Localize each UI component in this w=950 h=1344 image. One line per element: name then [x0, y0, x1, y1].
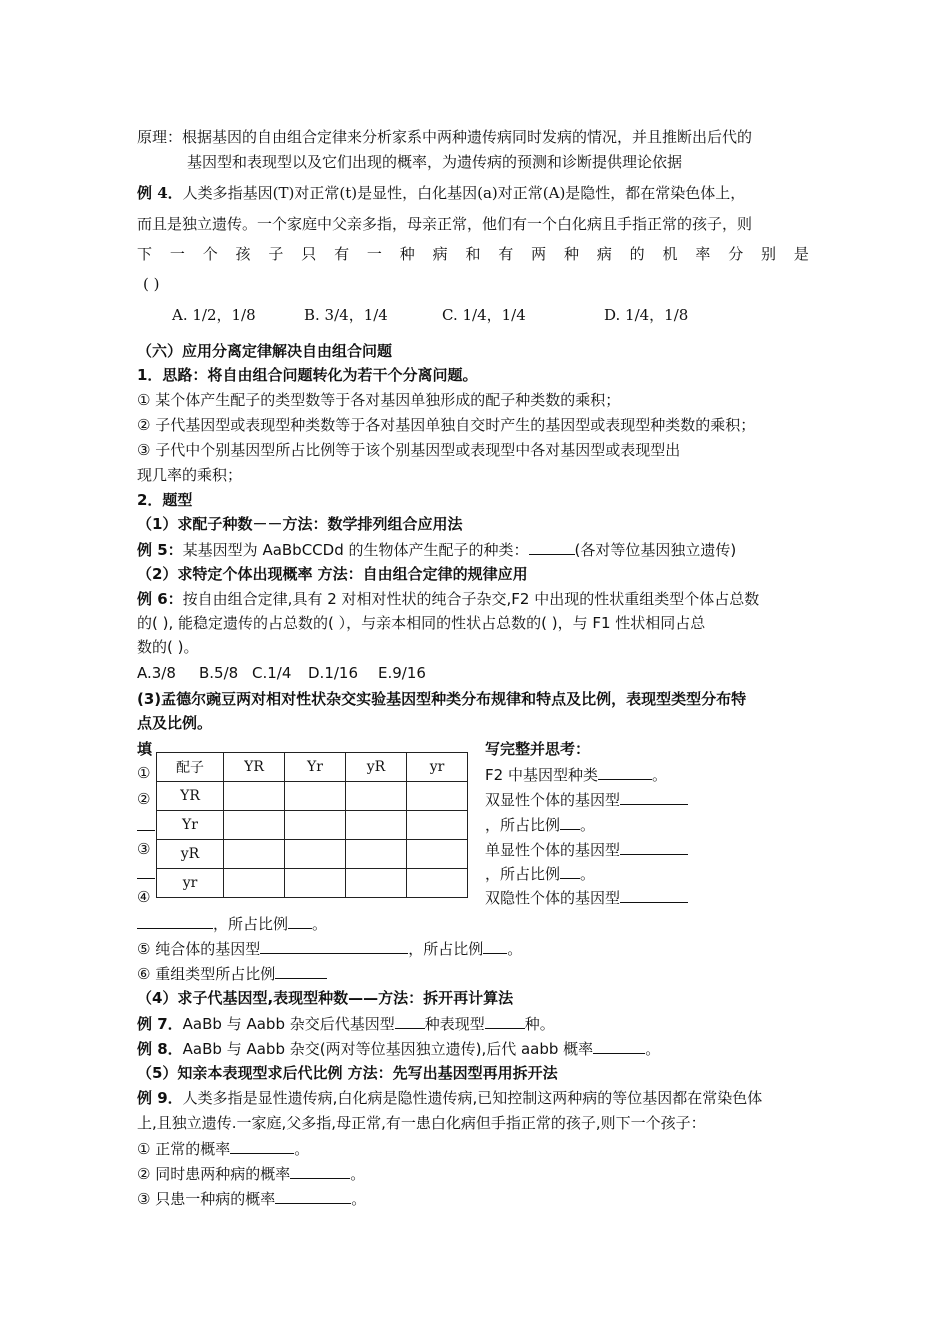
q2-options — [137, 662, 817, 684]
table-cell[interactable] — [224, 782, 285, 811]
q1-label: 例 5： — [137, 541, 183, 559]
ex8-blank[interactable] — [593, 1037, 645, 1054]
ex8-label: 例 8． — [137, 1040, 183, 1058]
q3-r2-blank[interactable] — [620, 788, 688, 805]
period: 。 — [312, 915, 328, 933]
table-cell[interactable] — [407, 869, 468, 898]
q3-r7-blank-2[interactable] — [288, 912, 312, 929]
ex4-char: 一 — [169, 245, 185, 263]
ex4-label: 例 4． — [137, 184, 183, 202]
ex4-char: 和 — [465, 245, 481, 263]
ex7-label: 例 7． — [137, 1015, 183, 1033]
q3-r7-label: ，所占比例 — [213, 915, 289, 933]
q3-r1 — [485, 763, 667, 786]
q3-title-1: (3)孟德尔豌豆两对相对性状杂交实验基因型种类分布规律和特点及比例，表现型类型分布特 — [137, 690, 747, 708]
q2-label: 例 6： — [137, 590, 183, 608]
ex4-char: 的 — [629, 245, 645, 263]
gamete-table — [156, 752, 468, 898]
sec6-point-3a: ③ 子代中个别基因型所占比例等于该个别基因型或表现型中各对基因型或表现型出 — [137, 441, 681, 459]
period: 。 — [507, 940, 523, 958]
ex8-text-a: AaBb 与 Aabb 杂交(两对等位基因独立遗传),后代 aabb 概率 — [182, 1040, 594, 1058]
q3-p6-blank[interactable] — [275, 962, 327, 979]
q3-r4 — [485, 838, 688, 861]
q5-a2-label: ② 同时患两种病的概率 — [137, 1165, 291, 1183]
sec6-idea: 1．思路：将自由组合问题转化为若干个分离问题。 — [137, 366, 478, 384]
q1-text: 某基因型为 AaBbCCDd 的生物体产生配子的种类： — [182, 541, 529, 559]
table-header-cell: YR — [224, 753, 285, 782]
sec6-title: （六）应用分离定律解决自由组合问题 — [137, 342, 393, 360]
q5-answer-3 — [137, 1187, 817, 1210]
q2-line-3: 数的( )。 — [137, 638, 199, 656]
ex4-char: 个 — [202, 245, 218, 263]
table-header-cell: Yr — [285, 753, 346, 782]
period: 。 — [350, 1165, 366, 1183]
q1-blank[interactable] — [529, 538, 575, 555]
principle-line-2: 基因型和表现型以及它们出现的概率，为遗传病的预测和诊断提供理论依据 — [187, 153, 683, 171]
q3-right-title: 写完整并思考： — [485, 740, 591, 758]
q3-short-blank-1[interactable] — [137, 814, 155, 837]
table-cell[interactable] — [346, 782, 407, 811]
ex4-char: 子 — [268, 245, 284, 263]
period: 。 — [580, 816, 596, 834]
q5-a1-blank[interactable] — [230, 1137, 294, 1154]
q1-suffix: (各对等位基因独立遗传) — [574, 541, 737, 559]
q3-r1-blank[interactable] — [598, 763, 652, 780]
table-row — [157, 782, 468, 811]
q2-text-1: 按自由组合定律,具有 2 对相对性状的纯合子杂交,F2 中出现的性状重组类型个体占总数 — [182, 590, 760, 608]
ex4-text-1: 人类多指基因(T)对正常(t)是显性，白化基因(a)对正常(A)是隐性，都在常染色体上， — [182, 184, 746, 202]
table-row-header: Yr — [157, 811, 224, 840]
q5-line-1 — [137, 1087, 817, 1109]
q3-title-2: 点及比例。 — [137, 714, 213, 732]
q3-r7 — [137, 912, 817, 935]
q3-circle-1: ① — [137, 764, 151, 782]
q5-a2-blank[interactable] — [290, 1162, 350, 1179]
q2-option-b: B.5/8 — [199, 664, 239, 682]
table-row-header: yR — [157, 840, 224, 869]
q2-option-e: E.9/16 — [378, 664, 426, 682]
q4-ex7 — [137, 1012, 817, 1035]
q1-example — [137, 538, 817, 561]
q3-p6-label: ⑥ 重组类型所占比例 — [137, 965, 276, 983]
ex7-blank-2[interactable] — [485, 1012, 525, 1029]
ex4-char: 别 — [761, 245, 777, 263]
ex4-char: 一 — [366, 245, 382, 263]
q5-answer-2 — [137, 1162, 817, 1185]
ex4-options — [172, 304, 852, 326]
ex4-char: 有 — [334, 245, 350, 263]
q3-r5-blank[interactable] — [560, 862, 580, 879]
ex4-option-d: D. 1/4，1/8 — [604, 306, 689, 324]
period: 。 — [294, 1140, 310, 1158]
table-cell[interactable] — [285, 840, 346, 869]
ex4-char: 种 — [563, 245, 579, 263]
ex4-char: 机 — [662, 245, 678, 263]
ex7-blank-1[interactable] — [395, 1012, 425, 1029]
q3-short-blank-2[interactable] — [137, 862, 155, 885]
ex4-char: 两 — [531, 245, 547, 263]
ex4-char: 有 — [498, 245, 514, 263]
q3-r6-label: 双隐性个体的基因型 — [485, 889, 621, 907]
q5-a3-label: ③ 只患一种病的概率 — [137, 1190, 276, 1208]
q5-a3-blank[interactable] — [275, 1187, 351, 1204]
period: 。 — [651, 766, 667, 784]
q2-title: （2）求特定个体出现概率 方法：自由组合定律的规律应用 — [137, 565, 528, 583]
sec6-types: 2．题型 — [137, 491, 193, 509]
q3-r6 — [485, 886, 688, 909]
table-row-header: YR — [157, 782, 224, 811]
q3-circle-2: ② — [137, 790, 151, 808]
sec6-point-1: ① 某个体产生配子的类型数等于各对基因单独形成的配子种类数的乘积； — [137, 391, 621, 409]
q3-circle-3: ③ — [137, 840, 151, 858]
q5-a1-label: ① 正常的概率 — [137, 1140, 231, 1158]
table-cell[interactable] — [224, 869, 285, 898]
ex4-line-3 — [137, 243, 809, 265]
table-cell[interactable] — [285, 869, 346, 898]
ex4-char: 是 — [793, 245, 809, 263]
q5-title: （5）知亲本表现型求后代比例 方法：先写出基因型再用拆开法 — [137, 1064, 558, 1082]
q3-p5-blank-1[interactable] — [260, 937, 408, 954]
ex4-char: 只 — [301, 245, 317, 263]
q3-p5-label: ⑤ 纯合体的基因型 — [137, 940, 261, 958]
ex4-char: 下 — [137, 245, 153, 263]
q3-p5 — [137, 937, 817, 960]
table-row — [157, 869, 468, 898]
ex4-option-a: A. 1/2，1/8 — [172, 306, 256, 324]
q4-title: （4）求子代基因型,表现型种数——方法：拆开再计算法 — [137, 989, 514, 1007]
ex4-line-1 — [137, 182, 817, 204]
ex4-char: 分 — [728, 245, 744, 263]
ex7-text-c: 种。 — [524, 1015, 555, 1033]
q3-r7-blank-1[interactable] — [137, 912, 213, 929]
table-header-cell: 配子 — [157, 753, 224, 782]
q3-r3-label: ，所占比例 — [485, 816, 561, 834]
ex9-label: 例 9． — [137, 1089, 183, 1107]
table-cell[interactable] — [407, 811, 468, 840]
q3-r6-blank[interactable] — [620, 886, 688, 903]
ex7-text-b: 种表现型 — [424, 1015, 485, 1033]
q2-line-2: 的( ), 能稳定遗传的占总数的( ），与亲本相同的性状占总数的( )，与 F1 性状相同占总 — [137, 614, 706, 632]
table-cell[interactable] — [346, 840, 407, 869]
ex4-char: 孩 — [235, 245, 251, 263]
q3-r3-blank[interactable] — [560, 813, 580, 830]
table-cell[interactable] — [407, 782, 468, 811]
ex4-option-c: C. 1/4，1/4 — [442, 306, 526, 324]
sec6-point-3b: 现几率的乘积； — [137, 466, 243, 484]
principle-line-1: 原理：根据基因的自由组合定律来分析家系中两种遗传病同时发病的情况，并且推断出后代的 — [137, 128, 753, 146]
q1-title: （1）求配子种数－－方法：数学排列组合应用法 — [137, 515, 463, 533]
q3-p5-blank-2[interactable] — [483, 937, 507, 954]
q3-circle-4: ④ — [137, 888, 151, 906]
table-cell[interactable] — [346, 811, 407, 840]
table-row — [157, 840, 468, 869]
sec6-point-2: ② 子代基因型或表现型种类数等于各对基因单独自交时产生的基因型或表现型种类数的乘积； — [137, 416, 756, 434]
table-cell[interactable] — [285, 782, 346, 811]
table-cell[interactable] — [346, 869, 407, 898]
ex4-line-2: 而且是独立遗传。一个家庭中父亲多指，母亲正常，他们有一个白化病且手指正常的孩子，则 — [137, 215, 753, 233]
q5-answer-1 — [137, 1137, 817, 1160]
ex4-option-b: B. 3/4，1/4 — [304, 306, 388, 324]
q2-option-c: C.1/4 — [252, 664, 292, 682]
table-row — [157, 811, 468, 840]
table-cell[interactable] — [407, 840, 468, 869]
q3-r4-blank[interactable] — [620, 838, 688, 855]
q3-p6 — [137, 962, 817, 985]
q3-r5 — [485, 862, 595, 885]
ex4-char: 率 — [695, 245, 711, 263]
q3-p5b-label: ，所占比例 — [408, 940, 484, 958]
q2-option-d: D.1/16 — [308, 664, 359, 682]
q3-fill-label: 填 — [137, 740, 153, 758]
ex9-text-1: 人类多指是显性遗传病,白化病是隐性遗传病,已知控制这两种病的等位基因都在常染色体 — [182, 1089, 763, 1107]
table-cell[interactable] — [224, 840, 285, 869]
table-cell[interactable] — [224, 811, 285, 840]
period: 。 — [580, 865, 596, 883]
table-header-cell: yr — [407, 753, 468, 782]
ex4-char: 种 — [399, 245, 415, 263]
ex7-text-a: AaBb 与 Aabb 杂交后代基因型 — [182, 1015, 395, 1033]
table-cell[interactable] — [285, 811, 346, 840]
q3-r2 — [485, 788, 688, 811]
q3-r5-label: ，所占比例 — [485, 865, 561, 883]
gamete-table-header — [157, 753, 468, 782]
ex4-char: 病 — [432, 245, 448, 263]
q5-line-2: 上,且独立遗传.一家庭,父多指,母正常,有一患白化病但手指正常的孩子,则下一个孩子： — [137, 1114, 706, 1132]
q4-ex8 — [137, 1037, 817, 1060]
period: 。 — [351, 1190, 367, 1208]
q2-option-a: A.3/8 — [137, 664, 176, 682]
ex4-char: 病 — [596, 245, 612, 263]
q2-line-1 — [137, 588, 817, 610]
q3-r2-label: 双显性个体的基因型 — [485, 791, 621, 809]
q3-r1-label: F2 中基因型种类 — [485, 766, 598, 784]
q3-r3 — [485, 813, 595, 836]
table-header-cell: yR — [346, 753, 407, 782]
ex8-text-b: 。 — [645, 1040, 661, 1058]
ex4-answer-paren: ( ) — [143, 275, 160, 293]
q3-r4-label: 单显性个体的基因型 — [485, 841, 621, 859]
table-row-header: yr — [157, 869, 224, 898]
